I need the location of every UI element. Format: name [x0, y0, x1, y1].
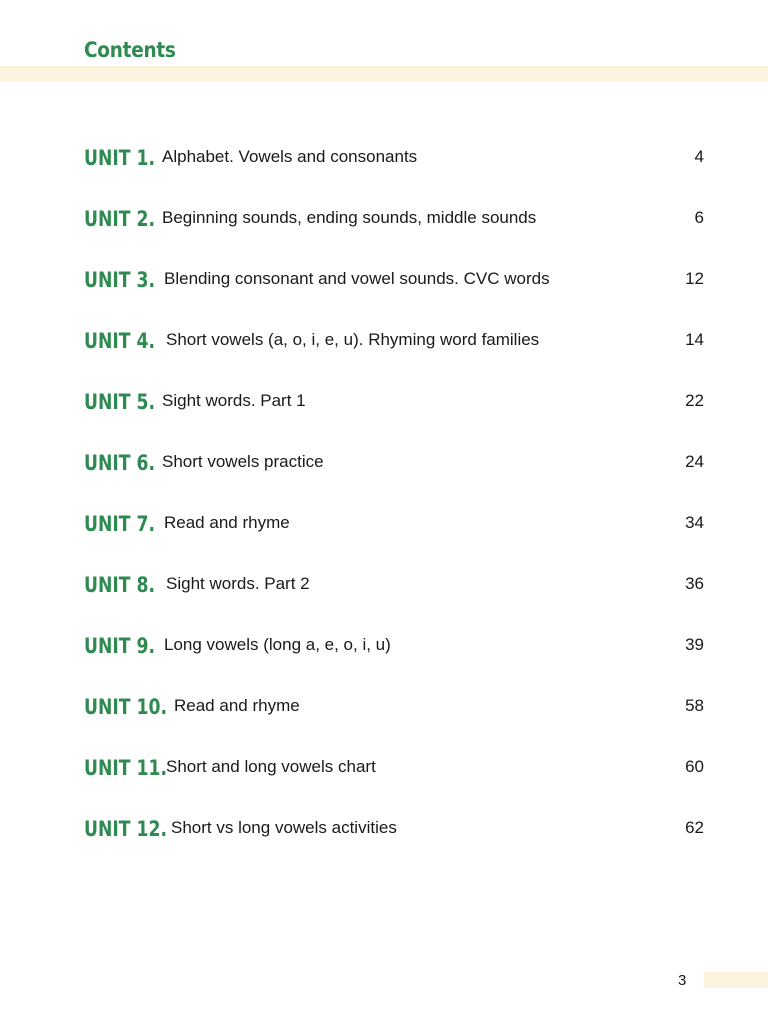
unit-title: Sight words. Part 2	[166, 574, 310, 593]
unit-title: Sight words. Part 1	[162, 391, 306, 410]
toc-row-unit-10[interactable]	[84, 685, 704, 721]
unit-title: Beginning sounds, ending sounds, middle sounds	[162, 208, 537, 227]
unit-title: Short vs long vowels activities	[171, 818, 397, 837]
unit-title: Blending consonant and vowel sounds. CVC words	[164, 269, 550, 288]
unit-label: UNIT 9.	[84, 634, 156, 658]
unit-label: UNIT 10.	[84, 695, 168, 719]
unit-title: Read and rhyme	[174, 696, 300, 715]
header-band	[0, 66, 768, 82]
unit-label: UNIT 6.	[84, 451, 156, 475]
unit-label: UNIT 4.	[84, 329, 156, 353]
unit-page-number: 12	[685, 269, 704, 288]
unit-page-number: 34	[685, 513, 704, 532]
toc-row-unit-7[interactable]	[84, 502, 704, 538]
unit-page-number: 36	[685, 574, 704, 593]
toc-row-unit-12[interactable]	[84, 807, 704, 843]
unit-page-number: 14	[685, 330, 704, 349]
unit-page-number: 6	[694, 208, 704, 227]
unit-page-number: 24	[685, 452, 704, 471]
toc-row-unit-5[interactable]	[84, 380, 704, 416]
toc-row-unit-6[interactable]	[84, 441, 704, 477]
unit-label: UNIT 3.	[84, 268, 156, 292]
unit-label: UNIT 7.	[84, 512, 156, 536]
toc-row-unit-2[interactable]	[84, 197, 704, 233]
toc-row-unit-8[interactable]	[84, 563, 704, 599]
unit-title: Alphabet. Vowels and consonants	[162, 147, 418, 166]
unit-title: Read and rhyme	[164, 513, 290, 532]
toc-row-unit-11[interactable]	[84, 746, 704, 782]
unit-page-number: 39	[685, 635, 704, 654]
toc-row-unit-1[interactable]	[84, 136, 704, 172]
unit-page-number: 60	[685, 757, 704, 776]
unit-label: UNIT 2.	[84, 207, 156, 231]
unit-title: Short and long vowels chart	[166, 757, 376, 776]
page-number: 3	[678, 972, 687, 989]
toc-row-unit-3[interactable]	[84, 258, 704, 294]
unit-label: UNIT 11.	[84, 756, 168, 780]
page-title: Contents	[84, 38, 176, 62]
unit-title: Long vowels (long a, e, o, i, u)	[164, 635, 391, 654]
unit-page-number: 62	[685, 818, 704, 837]
footer-band	[704, 972, 768, 988]
toc-row-unit-4[interactable]	[84, 319, 704, 355]
unit-label: UNIT 8.	[84, 573, 156, 597]
unit-page-number: 58	[685, 696, 704, 715]
unit-label: UNIT 1.	[84, 146, 156, 170]
unit-page-number: 22	[685, 391, 704, 410]
unit-page-number: 4	[694, 147, 704, 166]
toc-row-unit-9[interactable]	[84, 624, 704, 660]
unit-label: UNIT 5.	[84, 390, 156, 414]
unit-label: UNIT 12.	[84, 817, 168, 841]
unit-title: Short vowels (a, o, i, e, u). Rhyming word families	[166, 330, 540, 349]
unit-title: Short vowels practice	[162, 452, 324, 471]
